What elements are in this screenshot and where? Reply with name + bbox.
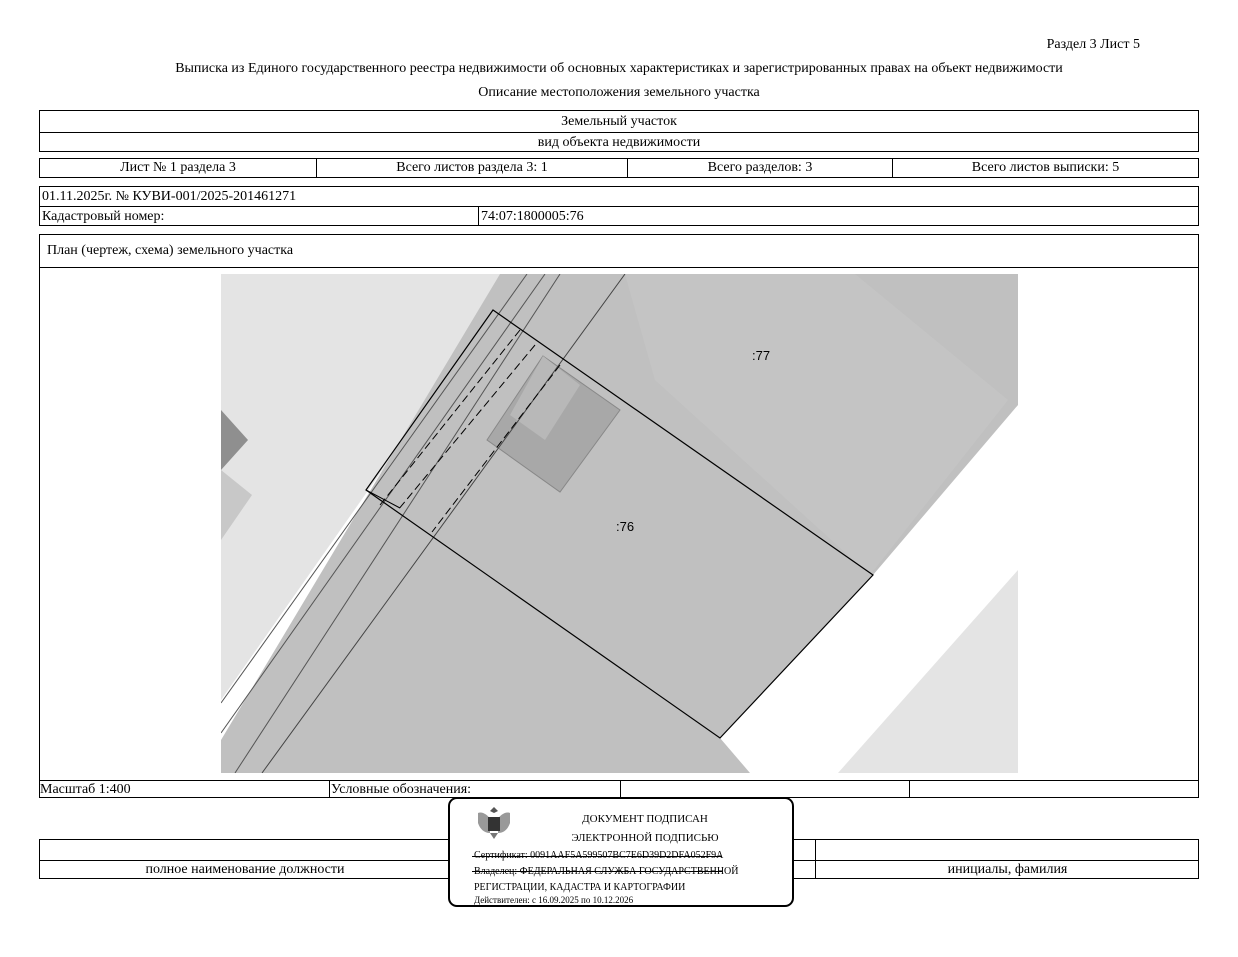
stamp-certificate: Сертификат: 0091AAF5A599507BC7E6D39D2DFA052F9A: [474, 850, 724, 861]
cadastral-number-label: Кадастровый номер:: [42, 208, 165, 224]
cadastral-number-value: 74:07:1800005:76: [481, 208, 584, 224]
section-sheet-label: Раздел 3 Лист 5: [1046, 37, 1140, 52]
total-sections: Всего разделов: 3: [707, 160, 813, 175]
document-title: Выписка из Единого государственного реестра недвижимости об основных характеристиках и зарегистрированных правах на объект недвижимости: [175, 61, 1063, 76]
light-area-right: [838, 570, 1018, 773]
scale-label: Масштаб 1:400: [40, 781, 131, 797]
stamp-owner-line-2: РЕГИСТРАЦИИ, КАДАСТРА И КАРТОГРАФИИ: [474, 882, 686, 893]
position-caption: полное наименование должности: [145, 861, 345, 877]
emblem-icon: [472, 803, 516, 843]
legend-label: Условные обозначения:: [331, 781, 472, 797]
stamp-validity: Действителен: с 16.09.2025 по 10.12.2026: [474, 895, 634, 905]
initials-caption: инициалы, фамилия: [947, 861, 1068, 877]
parcel-76-label: :76: [616, 519, 635, 534]
stamp-line-2: ЭЛЕКТРОННОЙ ПОДПИСЬЮ: [571, 832, 719, 844]
document-subtitle: Описание местоположения земельного участка: [478, 85, 760, 100]
electronic-signature-stamp: [448, 797, 794, 907]
plan-title: План (чертеж, схема) земельного участка: [47, 243, 294, 258]
stamp-line-1: ДОКУМЕНТ ПОДПИСАН: [582, 813, 708, 825]
parcel-77-label: :77: [752, 348, 771, 363]
total-sheets-extract: Всего листов выписки: 5: [971, 160, 1120, 175]
object-type-caption: вид объекта недвижимости: [537, 134, 701, 150]
sheet-number: Лист № 1 раздела 3: [120, 160, 236, 175]
total-sheets-section: Всего листов раздела 3: 1: [396, 160, 548, 175]
object-type-value: Земельный участок: [561, 113, 677, 129]
stamp-owner-line-1: Владелец: ФЕДЕРАЛЬНАЯ СЛУЖБА ГОСУДАРСТВЕННОЙ: [474, 866, 739, 877]
extract-date-number: 01.11.2025г. № КУВИ-001/2025-201461271: [42, 188, 297, 204]
